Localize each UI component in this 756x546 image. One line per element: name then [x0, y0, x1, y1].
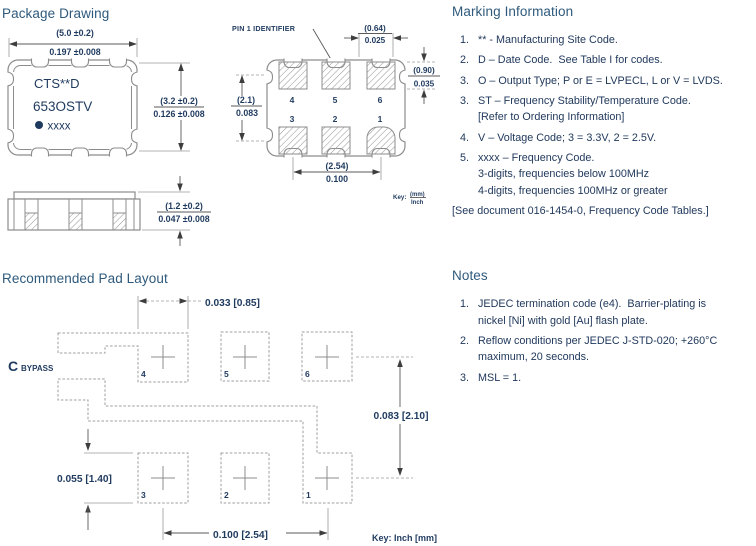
pad-center-cross	[315, 345, 339, 369]
pad-3	[279, 127, 307, 154]
pad-6	[367, 62, 395, 89]
list-item	[452, 150, 754, 200]
pad-center-cross	[233, 466, 257, 490]
package-bottom-view-drawing	[225, 18, 455, 210]
layout-pin-number-1: 1	[306, 490, 311, 500]
dim-col-pitch: 0.100 [2.54]	[213, 530, 268, 541]
dim-thickness-mm: (1.2 ±0.2)	[165, 201, 203, 211]
marking-information-section	[452, 4, 754, 220]
dim-col-pitch-mm: (2.54)	[325, 161, 349, 171]
notes-list	[452, 296, 754, 386]
side-pad	[69, 213, 82, 230]
dim-width-in: 0.197 ±0.008	[49, 47, 101, 57]
dim-thickness-in: 0.047 ±0.008	[158, 214, 210, 224]
item-number: 4.	[460, 131, 470, 144]
dim-row-pitch-mm: (2.1)	[236, 95, 256, 105]
pad-layout-key: Key: Inch [mm]	[372, 533, 438, 543]
list-item	[452, 93, 754, 126]
col-pitch-dimension	[163, 508, 328, 541]
pin-number-6: 6	[377, 95, 383, 105]
notes-title: Notes	[452, 268, 488, 283]
item-number: 5.	[460, 151, 470, 164]
bottom-view-pad-width-dimension	[344, 24, 408, 57]
item-number: 3.	[460, 94, 470, 107]
marking-information-footer: [See document 016-1454-0, Frequency Code Tables.]	[452, 205, 709, 218]
pin-number-1: 1	[377, 114, 383, 124]
item-text: JEDEC termination code (e4). Barrier-plating is	[478, 298, 707, 310]
dim-row-pitch-in: 0.083	[235, 108, 259, 118]
dim-height-in: 0.126 ±0.008	[153, 109, 205, 119]
list-item	[452, 296, 754, 329]
layout-pin-number-3: 3	[141, 490, 146, 500]
pin-number-2: 2	[332, 114, 338, 124]
pin-number-3: 3	[289, 114, 295, 124]
cbypass-sub: BYPASS	[21, 364, 54, 373]
pad-layout-drawing	[0, 292, 450, 546]
item-number: 1.	[460, 34, 470, 46]
package-side-view	[8, 192, 140, 230]
pad-1-rounded	[367, 127, 395, 154]
bottom-view-col-pitch-dimension	[293, 157, 381, 184]
item-number: 3.	[460, 371, 470, 384]
dim-pad-width: 0.033 [0.85]	[205, 298, 260, 309]
side-pad	[25, 213, 38, 230]
dim-pad-width-mm: (0.64)	[364, 24, 386, 33]
pad-4	[279, 62, 307, 89]
bottom-view-pad-height-dimension	[407, 47, 440, 104]
pad-width-dimension	[138, 296, 260, 329]
bottom-view-key	[393, 192, 426, 206]
top-view-height-dimension	[139, 63, 205, 151]
item-text: ST – Frequency Stability/Temperature Code.	[478, 94, 691, 107]
layout-pin-number-5: 5	[224, 369, 229, 379]
layout-pin-number-4: 4	[141, 369, 146, 379]
top-view-width-dimension	[9, 28, 137, 57]
item-text: V – Voltage Code; 3 = 3.3V, 2 = 2.5V.	[478, 131, 657, 144]
layout-pin-number-6: 6	[305, 369, 310, 379]
marking-information-list	[452, 32, 754, 199]
item-text: O – Output Type; P or E = LVPECL, L or V = LVDS.	[478, 74, 723, 87]
pad-2	[322, 127, 350, 154]
list-item	[452, 130, 754, 147]
item-text: maximum, 20 seconds.	[478, 351, 590, 364]
key-inch: Inch	[411, 200, 424, 206]
item-number: 2.	[460, 334, 470, 347]
list-item	[452, 370, 754, 387]
dim-height-mm: (3.2 ±0.2)	[160, 96, 198, 106]
item-number: 3.	[460, 74, 470, 87]
dim-pad-height: 0.055 [1.40]	[57, 474, 112, 485]
dim-pad-height-mm: (0.90)	[413, 66, 435, 75]
side-view-thickness-dimension	[138, 176, 211, 246]
package-top-view	[7, 58, 139, 157]
item-text: nickel [Ni] with gold [Au] flash plate.	[478, 314, 648, 327]
notes-section	[452, 268, 754, 390]
marking-line-1: CTS**D	[34, 76, 80, 91]
item-text: [Refer to Ordering Information]	[478, 111, 625, 124]
item-text: Reflow conditions per JEDEC J-STD-020; +260°C	[478, 334, 718, 347]
dim-row-pitch: 0.083 [2.10]	[373, 411, 429, 422]
list-item	[452, 52, 754, 69]
item-number: 2.	[460, 54, 470, 67]
dim-col-pitch-in: 0.100	[325, 174, 349, 184]
package-top-side-drawing	[0, 22, 230, 252]
key-label: Key:	[393, 194, 407, 201]
item-text: xxxx – Frequency Code.	[478, 151, 595, 164]
item-text: 4-digits, frequencies 100MHz or greater	[478, 184, 668, 197]
list-item	[452, 73, 754, 90]
list-item	[452, 333, 754, 366]
item-text: 3-digits, frequencies below 100MHz	[478, 168, 650, 181]
marking-line-2: 653OSTV	[33, 99, 93, 114]
cbypass-label	[8, 358, 54, 374]
pad-center-cross	[151, 466, 175, 490]
item-text: D – Date Code. See Table I for codes.	[478, 54, 663, 67]
key-mm: (mm)	[410, 192, 425, 198]
pad-height-dimension	[57, 429, 133, 530]
dim-pad-width-in: 0.025	[364, 36, 386, 45]
pad-center-cross	[151, 345, 175, 369]
pin1-identifier-label: PIN 1 IDENTIFIER	[232, 24, 296, 33]
cbypass-cap: C	[8, 358, 19, 374]
item-text: ** - Manufacturing Site Code.	[478, 34, 618, 46]
dim-pad-height-in: 0.035	[413, 79, 435, 89]
package-drawing-title: Package Drawing	[2, 6, 110, 21]
bottom-view-row-pitch-dimension	[231, 75, 266, 141]
pin-number-5: 5	[332, 95, 338, 105]
pin-number-4: 4	[289, 95, 295, 105]
list-item	[452, 32, 754, 49]
pad-center-cross	[315, 466, 339, 490]
side-pad	[113, 213, 126, 230]
marking-information-title: Marking Information	[452, 4, 574, 19]
marking-dot	[35, 121, 43, 129]
item-number: 1.	[460, 298, 470, 310]
pad-5	[322, 62, 350, 89]
dim-width-mm: (5.0 ±0.2)	[56, 28, 94, 38]
item-text: MSL = 1.	[478, 371, 522, 384]
pad-layout-title: Recommended Pad Layout	[2, 271, 168, 286]
row-pitch-dimension	[356, 357, 428, 478]
layout-pin-number-2: 2	[224, 490, 229, 500]
marking-line-3: xxxx	[47, 120, 71, 133]
pad-center-cross	[233, 345, 257, 369]
